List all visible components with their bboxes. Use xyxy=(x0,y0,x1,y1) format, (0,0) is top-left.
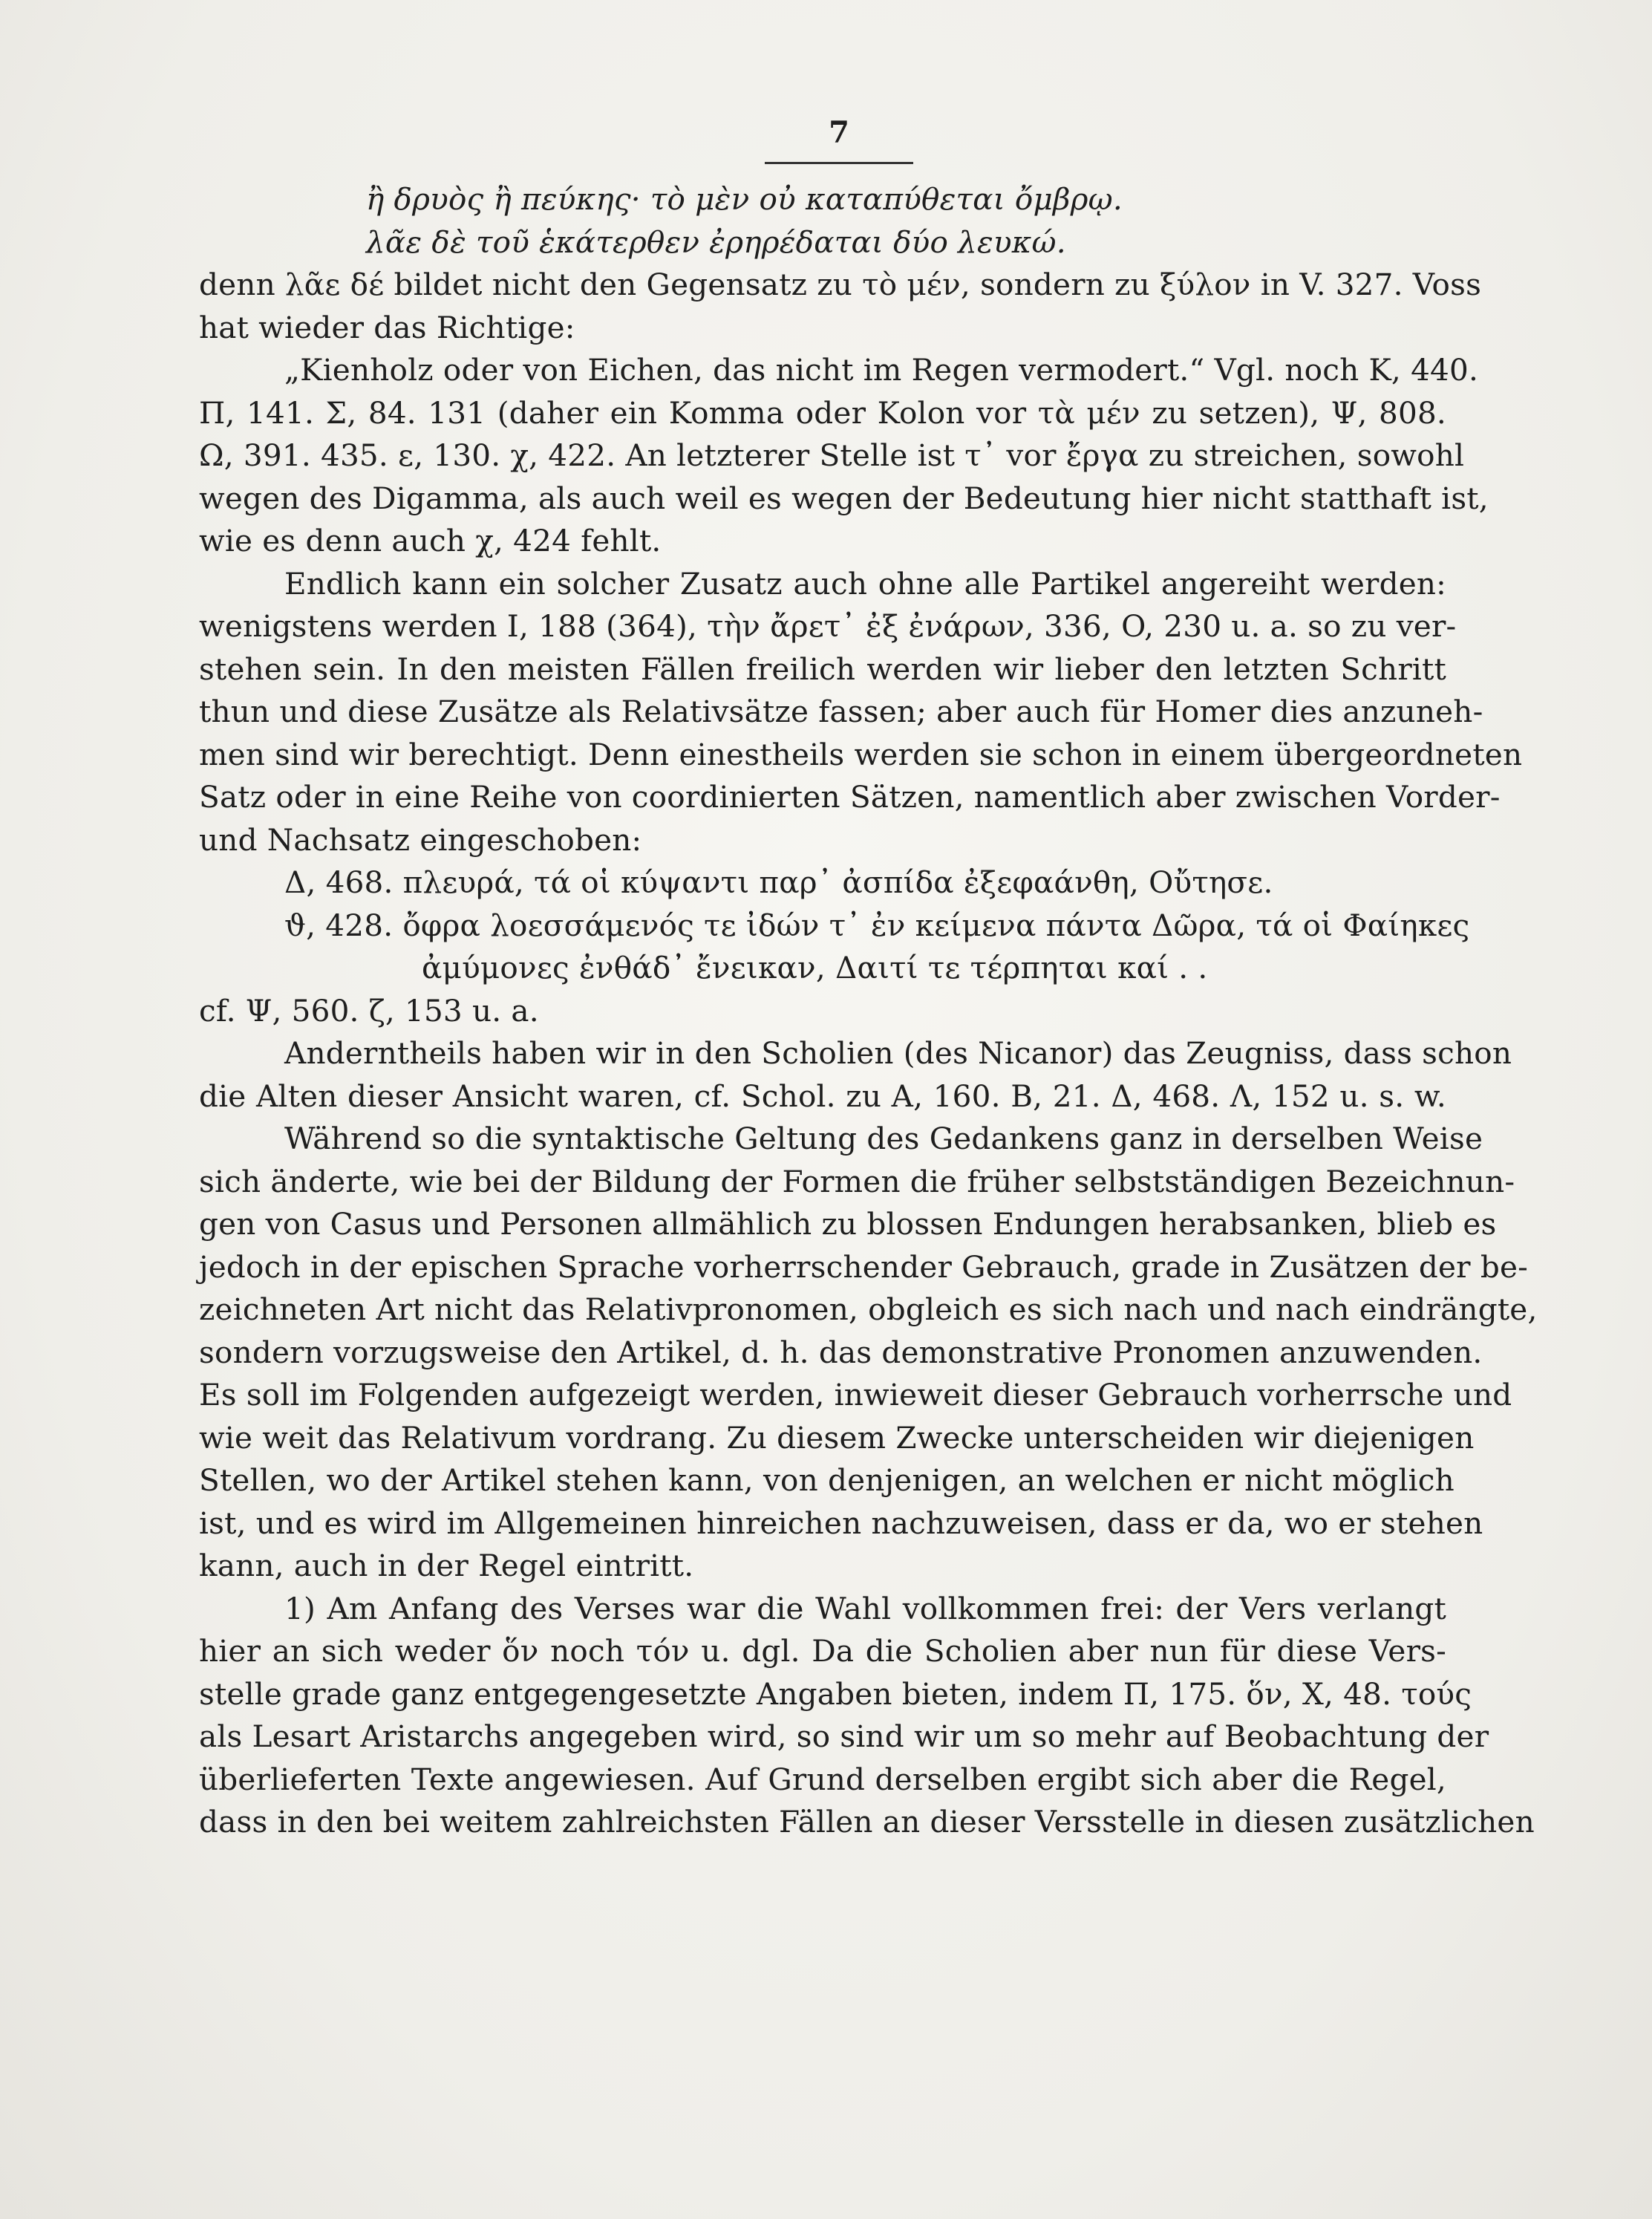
text-line: men sind wir berechtigt. Denn einestheils werden sie schon in einem übergeordneten xyxy=(199,736,1523,772)
text-line: die Alten dieser Ansicht waren, cf. Schol. zu Α, 160. B, 21. Δ, 468. Λ, 152 u. s. w. xyxy=(199,1078,1446,1114)
text-line: wie weit das Relativum vordrang. Zu diesem Zwecke unterscheiden wir diejenigen xyxy=(199,1419,1475,1456)
text-line: wegen des Digamma, als auch weil es wegen der Bedeutung hier nicht statthaft ist, xyxy=(199,480,1489,516)
text-line: hat wieder das Richtige: xyxy=(199,309,575,345)
text-line: stehen sein. In den meisten Fällen freilich werden wir lieber den letzten Schritt xyxy=(199,651,1446,687)
text-line: dass in den bei weitem zahlreichsten Fällen an dieser Versstelle in diesen zusätzlichen xyxy=(199,1804,1535,1840)
page-number: 7 xyxy=(829,115,849,150)
text-line: „Kienholz oder von Eichen, das nicht im Regen vermodert.“ Vgl. noch K, 440. xyxy=(284,352,1479,388)
text-line: jedoch in der epischen Sprache vorherrschender Gebrauch, grade in Zusätzen der be- xyxy=(199,1248,1528,1285)
body-text xyxy=(199,178,1538,1844)
text-line: ist, und es wird im Allgemeinen hinreichen nachzuweisen, dass er da, wo er stehen xyxy=(199,1505,1483,1541)
text-line: cf. Ψ, 560. ζ, 153 u. a. xyxy=(199,992,539,1029)
text-line: zeichneten Art nicht das Relativpronomen, obgleich es sich nach und nach eindrängte, xyxy=(199,1291,1538,1327)
header-rule xyxy=(765,162,913,164)
text-line: Stellen, wo der Artikel stehen kann, von denjenigen, an welchen er nicht möglich xyxy=(199,1462,1455,1498)
text-line: hier an sich weder ὅν noch τόν u. dgl. Da die Scholien aber nun für diese Vers- xyxy=(199,1633,1446,1669)
text-line: Ω, 391. 435. ε, 130. χ, 422. An letzterer Stelle ist τ᾽ vor ἔργα zu streichen, sowohl xyxy=(199,437,1465,473)
text-line: Anderntheils haben wir in den Scholien (des Nicanor) das Zeugniss, dass schon xyxy=(284,1035,1512,1071)
greek-citation-line: Δ, 468. πλευρά, τά οἱ κύψαντι παρ᾽ ἀσπίδα ἐξεφαάνθη, Οὔτησε. xyxy=(284,864,1273,900)
text-line: denn λᾶε δέ bildet nicht den Gegensatz zu τὸ μέν, sondern zu ξύλον in V. 327. Voss xyxy=(199,267,1482,302)
text-line: gen von Casus und Personen allmählich zu blossen Endungen herabsanken, blieb es xyxy=(199,1206,1497,1242)
text-line: Es soll im Folgenden aufgezeigt werden, inwieweit dieser Gebrauch vorherrsche und xyxy=(199,1377,1512,1412)
text-line: Π, 141. Σ, 84. 131 (daher ein Komma oder Kolon vor τὰ μέν zu setzen), Ψ, 808. xyxy=(199,394,1446,431)
text-line: Endlich kann ein solcher Zusatz auch ohne alle Partikel angereiht werden: xyxy=(284,565,1446,602)
greek-citation-line: ἀμύμονες ἐνθάδ᾽ ἔνεικαν, Δαιτί τε τέρπηται καί . . xyxy=(422,950,1208,985)
text-line: Während so die syntaktische Geltung des Gedankens ganz in derselben Weise xyxy=(284,1121,1483,1156)
text-line: als Lesart Aristarchs angegeben wird, so sind wir um so mehr auf Beobachtung der xyxy=(199,1718,1489,1754)
text-line: 1) Am Anfang des Verses war die Wahl vollkommen frei: der Vers verlangt xyxy=(284,1590,1446,1626)
text-line: Satz oder in eine Reihe von coordinierten Sätzen, namentlich aber zwischen Vorder- xyxy=(199,779,1501,815)
text-line: thun und diese Zusätze als Relativsätze fassen; aber auch für Homer dies anzuneh- xyxy=(199,694,1483,729)
text-line: sondern vorzugsweise den Artikel, d. h. das demonstrative Pronomen anzuwenden. xyxy=(199,1334,1483,1370)
text-line: und Nachsatz eingeschoben: xyxy=(199,821,642,858)
greek-citation-line: ϑ, 428. ὄφρα λοεσσάμενός τε ἰδών τ᾽ ἐν κείμενα πάντα Δῶρα, τά οἱ Φαίηκες xyxy=(284,907,1470,943)
text-line: kann, auch in der Regel eintritt. xyxy=(199,1548,694,1583)
greek-verse-line: ἢ δρυὸς ἢ πεύκης· τὸ μὲν οὐ καταπύθεται ὄμβρῳ. xyxy=(366,181,1123,217)
text-line: überlieferten Texte angewiesen. Auf Grund derselben ergibt sich aber die Regel, xyxy=(199,1761,1446,1797)
text-line: stelle grade ganz entgegengesetzte Angaben bieten, indem Π, 175. ὅν, X, 48. τούς xyxy=(199,1675,1472,1712)
text-line: sich änderte, wie bei der Bildung der Formen die früher selbstständigen Bezeichnun- xyxy=(199,1163,1515,1199)
text-line: wenigstens werden I, 188 (364), τὴν ἄρετ᾽ ἐξ ἐνάρων, 336, O, 230 u. a. so zu ver- xyxy=(199,608,1457,644)
greek-verse-line: λᾶε δὲ τοῦ ἑκάτερθεν ἐρηρέδαται δύο λευκώ. xyxy=(366,224,1066,260)
text-line: wie es denn auch χ, 424 fehlt. xyxy=(199,523,662,558)
